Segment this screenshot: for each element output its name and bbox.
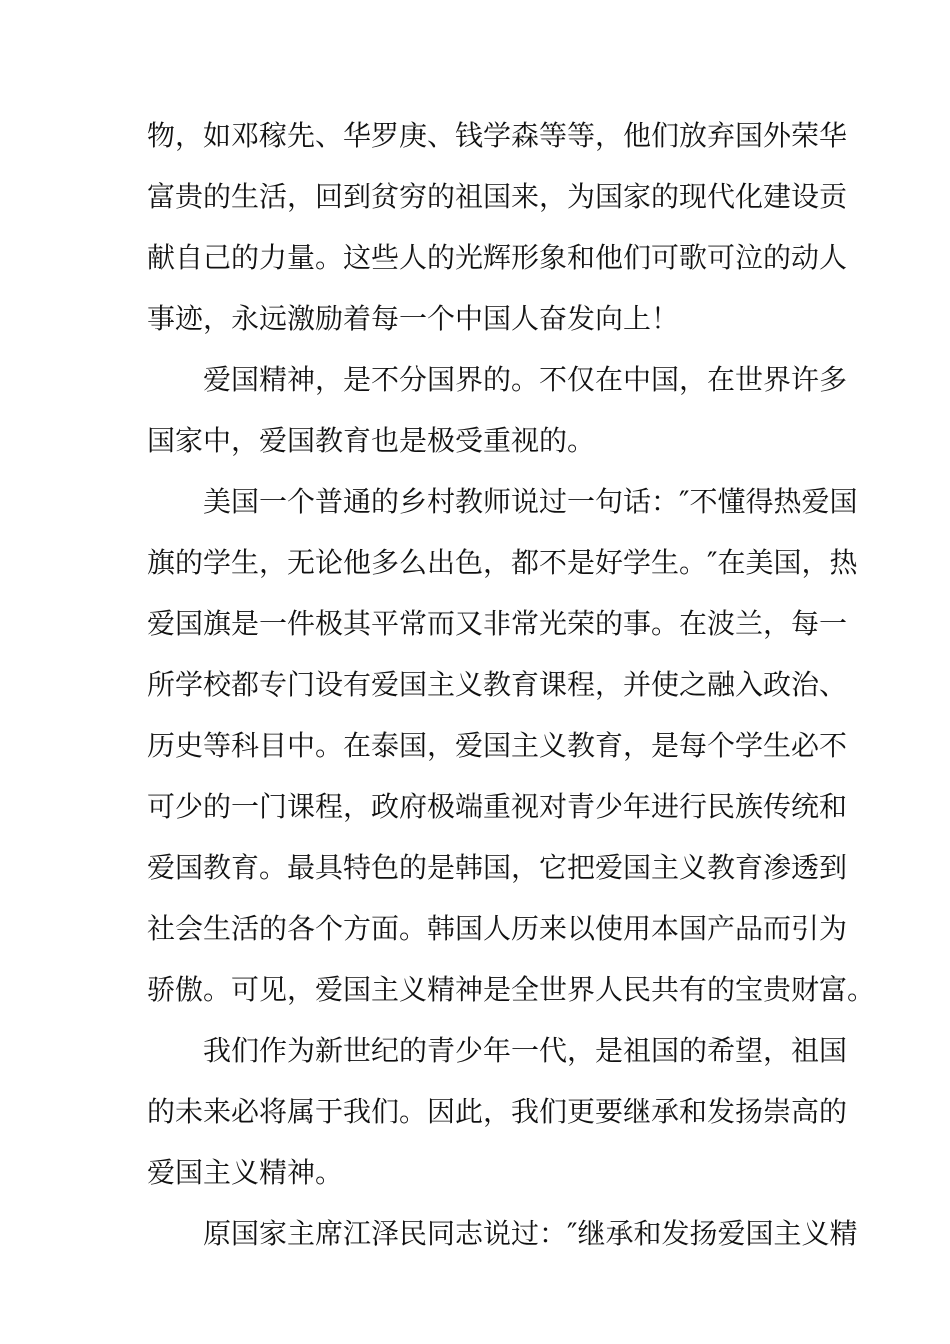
text-line: 历史等科目中。在泰国，爱国主义教育，是每个学生必不 (147, 729, 848, 762)
text-line: 爱国教育。最具特色的是韩国，它把爱国主义教育渗透到 (147, 851, 848, 884)
text-line: 献自己的力量。这些人的光辉形象和他们可歌可泣的动人 (147, 241, 848, 274)
body-text (147, 118, 876, 1251)
text-line: 物，如邓稼先、华罗庚、钱学森等等，他们放弃国外荣华 (147, 119, 848, 152)
text-line: 的未来必将属于我们。因此，我们更要继承和发扬崇高的 (147, 1095, 848, 1128)
paragraph-first-line: 美国一个普通的乡村教师说过一句话：″不懂得热爱国 (203, 485, 858, 518)
text-line: 富贵的生活，回到贫穷的祖国来，为国家的现代化建设贡 (147, 180, 848, 213)
text-line: 旗的学生，无论他多么出色，都不是好学生。″在美国，热 (147, 546, 858, 579)
paragraph-first-line: 原国家主席江泽民同志说过：″继承和发扬爱国主义精 (203, 1217, 858, 1250)
text-line: 可少的一门课程，政府极端重视对青少年进行民族传统和 (147, 790, 848, 823)
paragraph-first-line: 我们作为新世纪的青少年一代，是祖国的希望，祖国 (203, 1034, 848, 1067)
text-line: 骄傲。可见，爱国主义精神是全世界人民共有的宝贵财富。 (147, 973, 876, 1006)
text-line: 爱国主义精神。 (147, 1156, 344, 1189)
text-line: 所学校都专门设有爱国主义教育课程，并使之融入政治、 (147, 668, 848, 701)
text-line: 爱国旗是一件极其平常而又非常光荣的事。在波兰，每一 (147, 607, 848, 640)
paragraph-first-line: 爱国精神，是不分国界的。不仅在中国，在世界许多 (203, 363, 848, 396)
text-line: 事迹，永远激励着每一个中国人奋发向上！ (147, 302, 680, 335)
text-line: 社会生活的各个方面。韩国人历来以使用本国产品而引为 (147, 912, 848, 945)
text-line: 国家中，爱国教育也是极受重视的。 (147, 424, 596, 457)
